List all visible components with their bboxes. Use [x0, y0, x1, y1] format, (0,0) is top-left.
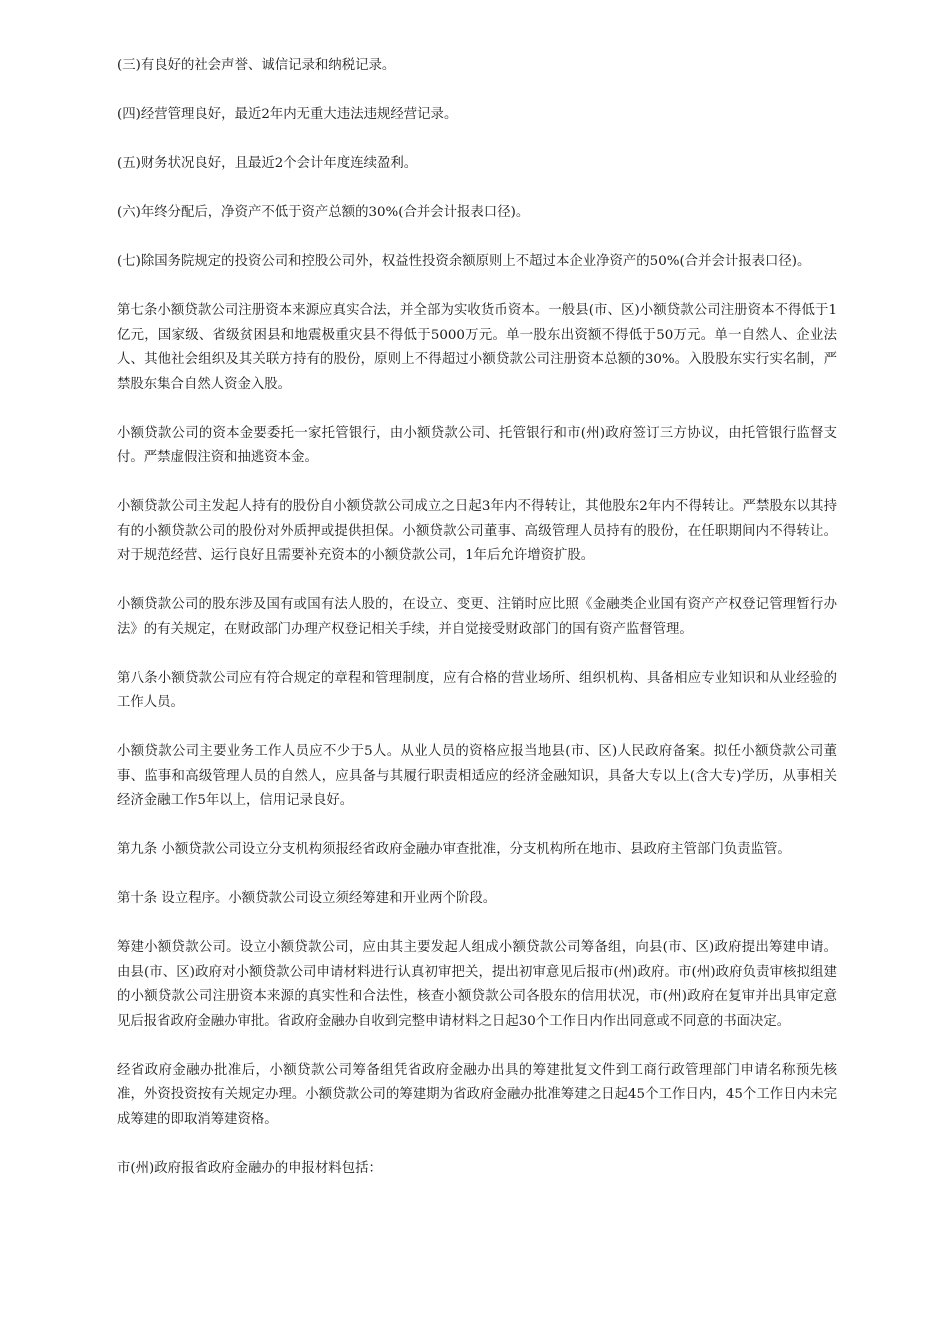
paragraph-staff-requirements: 小额贷款公司主要业务工作人员应不少于5人。从业人员的资格应报当地县(市、区)人民政府备案。拟任小额贷款公司董事、监事和高级管理人员的自然人，应具备与其履行职责相适应的经济金融知识，具备大专以上(含大专)学历，从事相关经济金融工作5年以上，信用记录良好。: [117, 744, 837, 808]
paragraph-4-good-management: (四)经营管理良好，最近2年内无重大违法违规经营记录。: [117, 107, 458, 122]
paragraph-preparation: 筹建小额贷款公司。设立小额贷款公司，应由其主要发起人组成小额贷款公司筹备组，向县(市、区)政府提出筹建申请。由县(市、区)政府对小额贷款公司申请材料进行认真初审把关，提出初审意见后报市(州)政府。市(州)政府负责审核拟组建的小额贷款公司注册资本来源的真实性和合法性，核查小额贷款公司各股东的信用状况，市(州)政府在复审并出具审定意见后报省政府金融办审批。省政府金融办自收到完整申请材料之日起30个工作日内作出同意或不同意的书面决定。: [117, 940, 837, 1029]
article-8-articles-and-staff: 第八条小额贷款公司应有符合规定的章程和管理制度，应有合格的营业场所、组织机构、具备相应专业知识和从业经验的工作人员。: [117, 670, 837, 710]
paragraph-6-net-assets: (六)年终分配后，净资产不低于资产总额的30%(合并会计报表口径)。: [117, 205, 530, 220]
article-9-branches: 第九条 小额贷款公司设立分支机构须报经省政府金融办审查批准，分支机构所在地市、县政府主管部门负责监管。: [117, 842, 791, 857]
paragraph-7-equity-investment: (七)除国务院规定的投资公司和控股公司外，权益性投资余额原则上不超过本企业净资产的50%(合并会计报表口径)。: [117, 254, 811, 269]
article-10-procedure: 第十条 设立程序。小额贷款公司设立须经筹建和开业两个阶段。: [117, 891, 497, 906]
paragraph-share-transfer: 小额贷款公司主发起人持有的股份自小额贷款公司成立之日起3年内不得转让，其他股东2年内不得转让。严禁股东以其持有的小额贷款公司的股份对外质押或提供担保。小额贷款公司董事、高级管理人员持有的股份，在任职期间内不得转让。对于规范经营、运行良好且需要补充资本的小额贷款公司，1年后允许增资扩股。: [117, 499, 837, 563]
paragraph-5-financial-status: (五)财务状况良好，且最近2个会计年度连续盈利。: [117, 156, 418, 171]
paragraph-3-good-reputation: (三)有良好的社会声誉、诚信记录和纳税记录。: [117, 58, 396, 73]
article-7-registered-capital: 第七条小额贷款公司注册资本来源应真实合法，并全部为实收货币资本。一般县(市、区)小额贷款公司注册资本不得低于1亿元，国家级、省级贫困县和地震极重灾县不得低于5000万元。单一股东出资额不得低于50万元。单一自然人、企业法人、其他社会组织及其关联方持有的股份，原则上不得超过小额贷款公司注册资本总额的30%。入股股东实行实名制，严禁股东集合自然人资金入股。: [117, 303, 837, 392]
document-body: [117, 54, 837, 1206]
paragraph-state-owned-shares: 小额贷款公司的股东涉及国有或国有法人股的，在设立、变更、注销时应比照《金融类企业国有资产产权登记管理暂行办法》的有关规定，在财政部门办理产权登记相关手续，并自觉接受财政部门的国有资产监督管理。: [117, 597, 837, 637]
paragraph-custodian-bank: 小额贷款公司的资本金要委托一家托管银行，由小额贷款公司、托管银行和市(州)政府签订三方协议，由托管银行监督支付。严禁虚假注资和抽逃资本金。: [117, 425, 837, 465]
paragraph-name-approval: 经省政府金融办批准后，小额贷款公司筹备组凭省政府金融办出具的筹建批复文件到工商行政管理部门申请名称预先核准，外资投资按有关规定办理。小额贷款公司的筹建期为省政府金融办批准筹建之日起45个工作日内，45个工作日内未完成筹建的即取消筹建资格。: [117, 1062, 837, 1127]
paragraph-application-materials: 市(州)政府报省政府金融办的申报材料包括：: [117, 1160, 382, 1176]
